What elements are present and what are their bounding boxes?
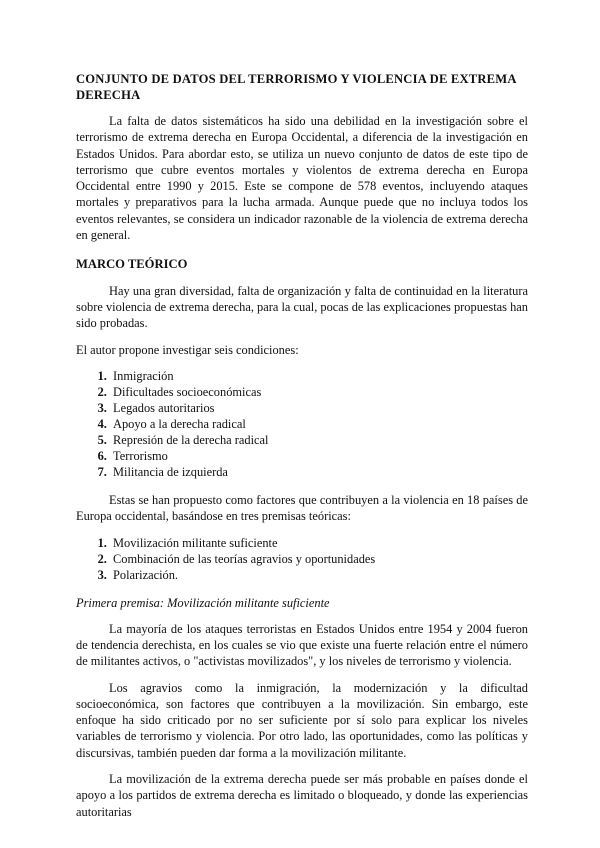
- intro-paragraph: La falta de datos sistemáticos ha sido una debilidad en la investigación sobre el terrorismo de extrema derecha en Europa Occidental, a diferencia de la investigación en Estados Unidos. Para abordar esto, se utiliza un nuevo conjunto de datos de este tipo de terrorismo que cubre eventos mortales y violentos de extrema derecha en Europa Occidental entre 1990 y 2015. Este se compone de 578 eventos, incluyendo ataques mortales y preparativos para la lucha armada. Aunque puede que no incluya todos los eventos relevantes, se considera un indicador razonable de la violencia de extrema derecha en general.: [76, 114, 528, 243]
- conditions-list: [76, 368, 528, 480]
- condition-item: 5. Represión de la derecha radical: [110, 432, 528, 448]
- conditions-intro: El autor propone investigar seis condiciones:: [76, 342, 299, 357]
- condition-item: 7. Militancia de izquierda: [110, 464, 528, 480]
- paragraph-mobilization: La movilización de la extrema derecha puede ser más probable en países donde el apoyo a los partidos de extrema derecha es limitado o bloqueado, y donde las experiencias autoritarias: [76, 772, 528, 819]
- paragraph-us-attacks: La mayoría de los ataques terroristas en Estados Unidos entre 1954 y 2004 fueron de tendencia derechista, en los cuales se vio que existe una fuerte relación entre el número de militantes activos, o "activistas movilizados", y los niveles de terrorismo y violencia.: [76, 621, 528, 669]
- condition-item: 2. Dificultades socioeconómicas: [110, 384, 528, 400]
- premise-item: 1. Movilización militante suficiente: [110, 535, 528, 551]
- section-heading-marco-teorico: MARCO TEÓRICO: [76, 257, 188, 272]
- subheading-primera-premisa: Primera premisa: Movilización militante suficiente: [76, 595, 330, 610]
- premise-item: 2. Combinación de las teorías agravios y oportunidades: [110, 551, 528, 567]
- condition-item: 4. Apoyo a la derecha radical: [110, 416, 528, 432]
- premises-list: [76, 535, 528, 583]
- condition-item: 1. Inmigración: [110, 368, 528, 384]
- theory-paragraph: Hay una gran diversidad, falta de organización y falta de continuidad en la literatura sobre violencia de extrema derecha, para la cual, pocas de las explicaciones propuestas han sido probadas.: [76, 283, 528, 331]
- paragraph-grievances: Los agravios como la inmigración, la modernización y la dificultad socioeconómica, son factores que contribuyen a la movilización. Sin embargo, este enfoque ha sido criticado por no ser suficiente por sí solo para explicar los niveles variables de terrorismo y violencia. Por otro lado, las oportunidades, como las políticas y discursivas, también pueden dar forma a la movilización militante.: [76, 680, 528, 760]
- condition-item: 6. Terrorismo: [110, 448, 528, 464]
- premise-item: 3. Polarización.: [110, 567, 528, 583]
- condition-item: 3. Legados autoritarios: [110, 400, 528, 416]
- document-title: CONJUNTO DE DATOS DEL TERRORISMO Y VIOLENCIA DE EXTREMA DERECHA: [76, 72, 516, 102]
- factors-paragraph: Estas se han propuesto como factores que contribuyen a la violencia en 18 países de Europa occidental, basándose en tres premisas teóricas:: [76, 493, 528, 524]
